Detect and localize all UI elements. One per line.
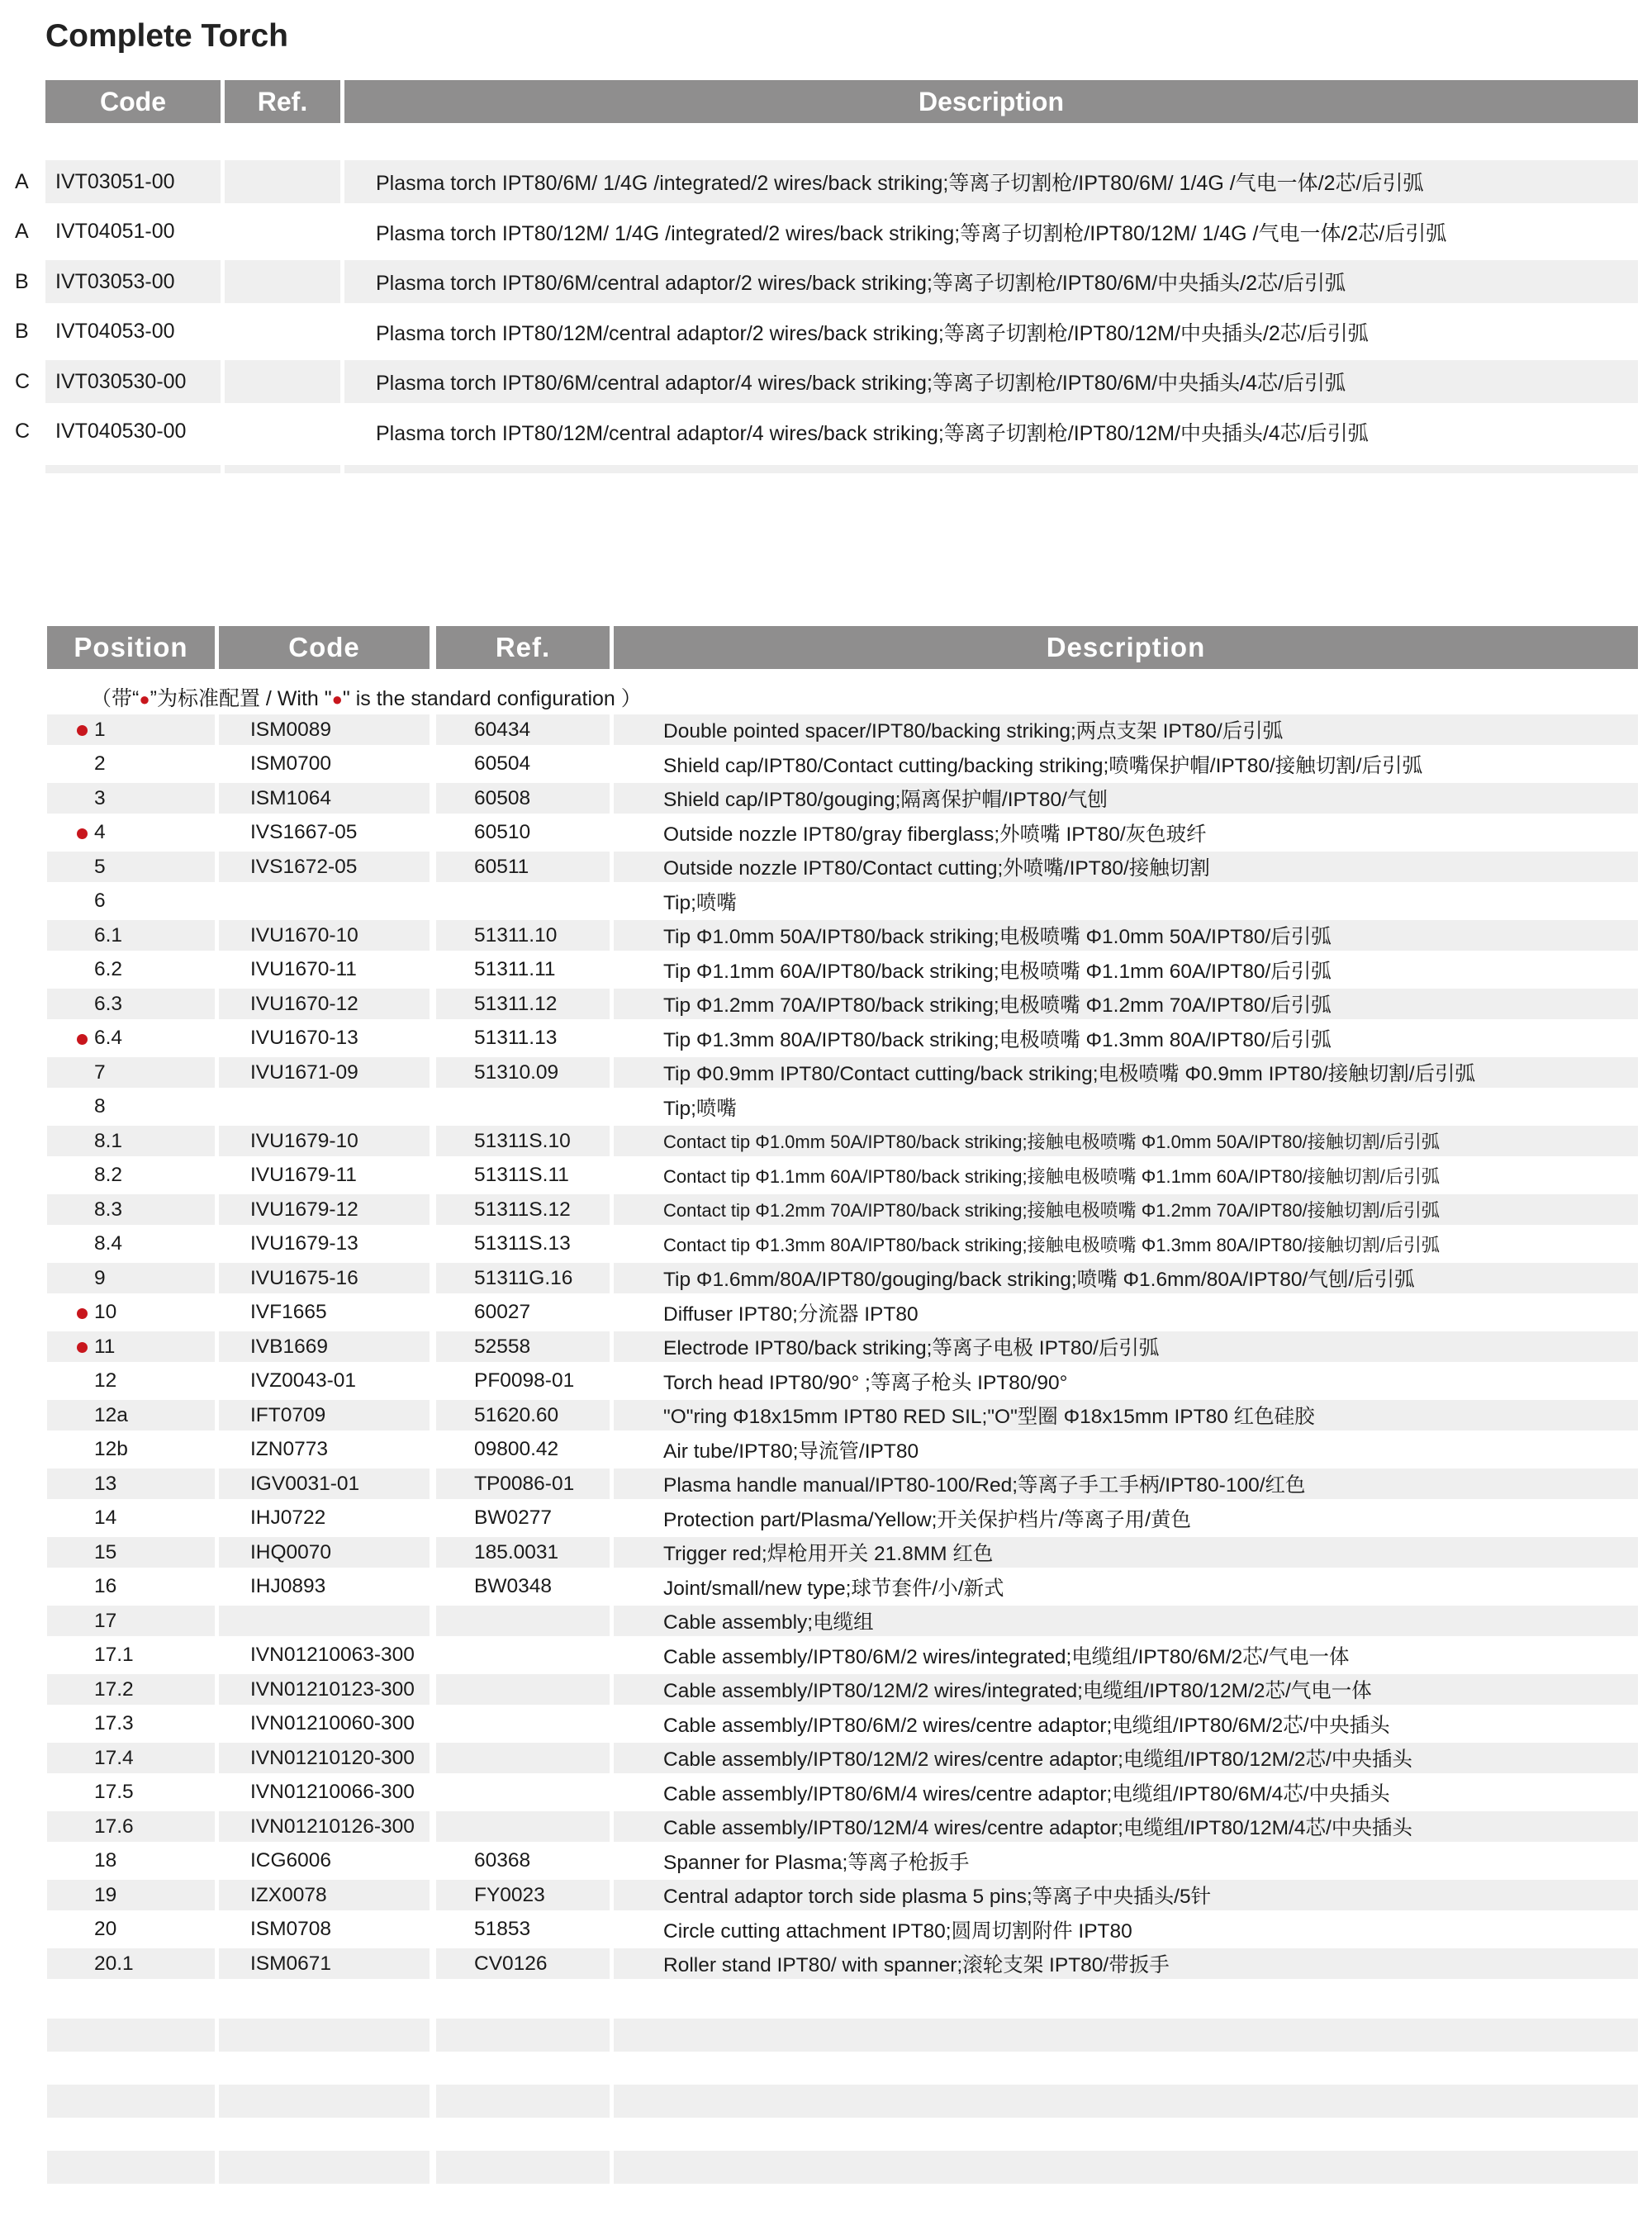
table-row: [0, 781, 1652, 816]
group-label: A: [15, 220, 29, 243]
description-cell: Plasma torch IPT80/12M/ 1/4G /integrated/2 wires/back striking;等离子切割枪/IPT80/12M/ 1/4G /气电一体/2芯/后引弧: [376, 221, 1447, 245]
ref-cell: 60434: [436, 714, 610, 745]
position-cell: [47, 1298, 215, 1328]
code-cell: IVT04051-00: [55, 220, 175, 243]
ref-cell: [436, 1606, 610, 1636]
table-row: [0, 816, 1652, 851]
empty-cell: [47, 2019, 215, 2052]
ref-cell: [225, 260, 340, 303]
position-cell: [47, 1126, 215, 1156]
position-label: 8.1: [94, 1129, 123, 1152]
description-cell: Shield cap/IPT80/Contact cutting/backing striking;喷嘴保护帽/IPT80/接触切割/后引弧: [663, 754, 1423, 777]
ref-cell: 51311S.11: [474, 1164, 569, 1186]
description-cell: Tip Φ1.2mm 70A/IPT80/back striking;电极喷嘴 Φ1.2mm 70A/IPT80/后引弧: [614, 989, 1638, 1019]
ref-cell: [436, 1640, 610, 1671]
position-label: 6.3: [94, 992, 123, 1015]
table-row: [0, 207, 1652, 258]
position-cell: [47, 1914, 215, 1945]
description-cell: Contact tip Φ1.0mm 50A/IPT80/back striking;接触电极喷嘴 Φ1.0mm 50A/IPT80/接触切割/后引弧: [614, 1126, 1638, 1156]
table-row: [0, 1261, 1652, 1296]
code-cell: IGV0031-01: [219, 1468, 430, 1499]
t1-tail-description: [344, 465, 1638, 473]
code-cell: IVU1670-12: [219, 989, 430, 1019]
ref-cell: 51311S.13: [474, 1232, 571, 1255]
position-cell: [47, 1572, 215, 1602]
standard-dot-icon: [77, 1342, 88, 1353]
position-label: 8.4: [94, 1232, 123, 1255]
position-label: 17: [94, 1609, 117, 1632]
code-cell: IVN01210063-300: [250, 1644, 415, 1666]
position-label: 6.2: [94, 958, 123, 980]
empty-cell: [436, 2151, 610, 2184]
position-cell: [47, 1331, 215, 1362]
position-cell: [47, 1743, 215, 1773]
table-row: [0, 1330, 1652, 1364]
ref-cell: PF0098-01: [474, 1369, 575, 1392]
description-cell: Tip;喷嘴: [663, 1097, 737, 1120]
position-label: 12a: [94, 1403, 128, 1426]
description-cell: Plasma torch IPT80/6M/central adaptor/2 wires/back striking;等离子切割枪/IPT80/6M/中央插头/2芯/后引弧: [344, 260, 1638, 303]
empty-cell: [219, 2085, 430, 2118]
description-cell: Tip Φ0.9mm IPT80/Contact cutting/back striking;电极喷嘴 Φ0.9mm IPT80/接触切割/后引弧: [614, 1057, 1638, 1088]
description-cell: "O"ring Φ18x15mm IPT80 RED SIL;"O"型圈 Φ18x15mm IPT80 红色硅胶: [614, 1400, 1638, 1431]
position-cell: [47, 989, 215, 1019]
table-row: [0, 1124, 1652, 1159]
ref-cell: CV0126: [436, 1948, 610, 1979]
description-cell: Central adaptor torch side plasma 5 pins;等离子中央插头/5针: [614, 1880, 1638, 1910]
description-cell: Diffuser IPT80;分流器 IPT80: [663, 1302, 919, 1326]
ref-cell: 60368: [474, 1849, 531, 1872]
table-row: [0, 1090, 1652, 1125]
table-row: [0, 953, 1652, 988]
ref-cell: 52558: [436, 1331, 610, 1362]
group-label: C: [15, 369, 31, 393]
standard-dot-icon: [77, 725, 88, 736]
description-cell: Roller stand IPT80/ with spanner;滚轮支架 IPT80/带扳手: [614, 1948, 1638, 1979]
description-cell: Outside nozzle IPT80/Contact cutting;外喷嘴/IPT80/接触切割: [614, 852, 1638, 882]
description-cell: Tip;喷嘴: [663, 891, 737, 914]
table-row: [0, 1913, 1652, 1948]
t2-header-ref: Ref.: [436, 626, 610, 669]
group-label: A: [15, 169, 29, 193]
ref-cell: 51311.11: [474, 958, 556, 980]
ref-cell: 60510: [474, 821, 531, 843]
description-cell: Torch head IPT80/90° ;等离子枪头 IPT80/90°: [663, 1371, 1068, 1394]
description-cell: Cable assembly/IPT80/12M/2 wires/integrated;电缆组/IPT80/12M/2芯/气电一体: [614, 1674, 1638, 1705]
position-label: 17.6: [94, 1815, 134, 1838]
table-row: [0, 850, 1652, 885]
position-label: 17.4: [94, 1746, 134, 1769]
ref-cell: 09800.42: [474, 1438, 559, 1460]
code-cell: IFT0709: [219, 1400, 430, 1431]
table-row: [0, 307, 1652, 358]
position-label: 8.3: [94, 1198, 123, 1221]
code-cell: IHJ0722: [250, 1506, 326, 1529]
ref-cell: [225, 410, 340, 453]
position-cell: [47, 1194, 215, 1225]
description-cell: Tip Φ1.3mm 80A/IPT80/back striking;电极喷嘴 Φ1.3mm 80A/IPT80/后引弧: [663, 1028, 1332, 1051]
code-cell: IZN0773: [250, 1438, 328, 1460]
position-cell: [47, 749, 215, 780]
table-row: [0, 713, 1652, 747]
code-cell: IVT040530-00: [55, 420, 187, 443]
position-cell: [47, 1606, 215, 1636]
code-cell: ISM0671: [219, 1948, 430, 1979]
description-cell: Contact tip Φ1.1mm 60A/IPT80/back striking;接触电极喷嘴 Φ1.1mm 60A/IPT80/接触切割/后引弧: [663, 1165, 1440, 1187]
table-row: [0, 1467, 1652, 1502]
table-row: [0, 1056, 1652, 1090]
position-label: 10: [94, 1301, 117, 1323]
position-label: 14: [94, 1506, 117, 1529]
position-label: 15: [94, 1540, 117, 1563]
red-dot-icon: ●: [139, 689, 150, 709]
description-cell: Plasma torch IPT80/12M/central adaptor/2 wires/back striking;等离子切割枪/IPT80/12M/中央插头/2芯/后引弧: [376, 321, 1369, 345]
table-row: [0, 157, 1652, 207]
code-cell: IVU1679-13: [250, 1232, 358, 1255]
table-row: [0, 407, 1652, 458]
ref-cell: 51311.12: [436, 989, 610, 1019]
table-row: [0, 1502, 1652, 1536]
position-label: 8.2: [94, 1164, 123, 1186]
ref-cell: [436, 1811, 610, 1842]
description-cell: Double pointed spacer/IPT80/backing striking;两点支架 IPT80/后引弧: [614, 714, 1638, 745]
position-cell: [47, 1400, 215, 1431]
position-label: 4: [94, 821, 106, 843]
code-cell: IVT04053-00: [55, 320, 175, 343]
code-cell: IVN01210126-300: [219, 1811, 430, 1842]
position-cell: [47, 955, 215, 985]
position-label: 16: [94, 1575, 117, 1597]
position-label: 9: [94, 1266, 106, 1289]
description-cell: Joint/small/new type;球节套件/小/新式: [663, 1577, 1004, 1600]
position-label: 1: [94, 718, 106, 741]
position-cell: [47, 1160, 215, 1191]
table-row: [0, 1878, 1652, 1913]
code-cell: IVB1669: [219, 1331, 430, 1362]
position-cell: [47, 1435, 215, 1465]
ref-cell: 51311G.16: [436, 1263, 610, 1293]
table-row: [0, 1672, 1652, 1707]
code-cell: IVT030530-00: [45, 360, 221, 403]
description-cell: Cable assembly/IPT80/6M/2 wires/integrated;电缆组/IPT80/6M/2芯/气电一体: [663, 1645, 1350, 1668]
code-cell: IVT03053-00: [45, 260, 221, 303]
t1-header-code: Code: [45, 80, 221, 123]
position-label: 20: [94, 1918, 117, 1940]
position-label: 6: [94, 890, 106, 912]
ref-cell: [225, 311, 340, 353]
table-row: [0, 1535, 1652, 1570]
code-cell: IHJ0893: [250, 1575, 326, 1597]
ref-cell: 60511: [436, 852, 610, 882]
position-label: 17.1: [94, 1644, 134, 1666]
code-cell: IVT03051-00: [45, 160, 221, 203]
t2-header-code: Code: [219, 626, 430, 669]
ref-cell: 185.0031: [436, 1537, 610, 1568]
position-cell: [47, 1468, 215, 1499]
table-row: [0, 1604, 1652, 1639]
position-cell: [47, 1503, 215, 1534]
table-row: [0, 987, 1652, 1022]
empty-cell: [47, 2151, 215, 2184]
ref-cell: [225, 211, 340, 254]
position-cell: [47, 1846, 215, 1877]
position-cell: [47, 1948, 215, 1979]
position-label: 12: [94, 1369, 117, 1392]
position-cell: [47, 1023, 215, 1054]
position-cell: [47, 886, 215, 917]
empty-cell: [614, 2019, 1638, 2052]
code-cell: IVU1671-09: [219, 1057, 430, 1088]
table-row: [0, 1810, 1652, 1844]
position-cell: [47, 818, 215, 848]
code-cell: IVZ0043-01: [250, 1369, 357, 1392]
description-cell: Electrode IPT80/back striking;等离子电极 IPT80/后引弧: [614, 1331, 1638, 1362]
code-cell: IVN01210066-300: [250, 1781, 415, 1803]
description-cell: Outside nozzle IPT80/gray fiberglass;外喷嘴 IPT80/灰色玻纤: [663, 823, 1207, 846]
position-cell: [47, 1674, 215, 1705]
ref-cell: 51311.10: [436, 920, 610, 951]
ref-cell: BW0277: [474, 1506, 552, 1529]
standard-dot-icon: [77, 1034, 88, 1045]
ref-cell: 60508: [436, 783, 610, 814]
empty-cell: [219, 2019, 430, 2052]
position-label: 20.1: [94, 1952, 134, 1975]
description-cell: Plasma torch IPT80/6M/ 1/4G /integrated/2 wires/back striking;等离子切割枪/IPT80/6M/ 1/4G /气电一体/2芯/后引弧: [344, 160, 1638, 203]
position-label: 6.1: [94, 923, 123, 947]
ref-cell: 60504: [474, 752, 531, 775]
description-cell: Spanner for Plasma;等离子枪扳手: [663, 1851, 970, 1874]
table-row: [0, 1776, 1652, 1810]
table-row: [0, 357, 1652, 407]
table-row: [0, 1227, 1652, 1262]
ref-cell: 60027: [474, 1301, 531, 1323]
position-cell: [47, 1092, 215, 1122]
t2-header-description: Description: [614, 626, 1638, 669]
ref-cell: [436, 886, 610, 917]
description-cell: Tip Φ1.1mm 60A/IPT80/back striking;电极喷嘴 Φ1.1mm 60A/IPT80/后引弧: [663, 960, 1332, 983]
position-label: 18: [94, 1849, 117, 1872]
empty-cell: [436, 2085, 610, 2118]
ref-cell: 51311S.12: [436, 1194, 610, 1225]
code-cell: ISM0708: [250, 1918, 332, 1940]
page-title: Complete Torch: [45, 18, 288, 54]
position-label: 5: [94, 855, 106, 878]
ref-cell: [436, 1743, 610, 1773]
description-cell: Air tube/IPT80;导流管/IPT80: [663, 1440, 919, 1463]
code-cell: ISM0700: [250, 752, 332, 775]
empty-cell: [47, 2085, 215, 2118]
ref-cell: 51310.09: [436, 1057, 610, 1088]
table-row: [0, 1639, 1652, 1673]
table-row: [0, 1364, 1652, 1399]
position-cell: [47, 1263, 215, 1293]
ref-cell: [225, 160, 340, 203]
table-row: [0, 1844, 1652, 1879]
position-label: 17.2: [94, 1677, 134, 1701]
code-cell: IVN01210060-300: [250, 1712, 415, 1734]
table-row: [0, 1433, 1652, 1468]
position-cell: [47, 1640, 215, 1671]
position-label: 17.3: [94, 1712, 134, 1734]
table-row: [0, 918, 1652, 953]
table-row: [0, 747, 1652, 782]
code-cell: IHQ0070: [219, 1537, 430, 1568]
position-cell: [47, 783, 215, 814]
position-label: 19: [94, 1883, 117, 1906]
table-row: [0, 257, 1652, 307]
code-cell: [219, 1092, 430, 1122]
description-cell: Plasma torch IPT80/12M/central adaptor/4 wires/back striking;等离子切割枪/IPT80/12M/中央插头/4芯/后引弧: [376, 421, 1369, 445]
description-cell: Cable assembly/IPT80/12M/4 wires/centre adaptor;电缆组/IPT80/12M/4芯/中央插头: [614, 1811, 1638, 1842]
position-cell: [47, 1709, 215, 1739]
position-label: 2: [94, 752, 106, 775]
position-label: 11: [94, 1335, 116, 1358]
code-cell: IVN01210120-300: [219, 1743, 430, 1773]
ref-cell: 51853: [474, 1918, 531, 1940]
standard-dot-icon: [77, 1308, 88, 1319]
code-cell: IVF1665: [250, 1301, 327, 1323]
description-cell: Shield cap/IPT80/gouging;隔离保护帽/IPT80/气刨: [614, 783, 1638, 814]
position-cell: [47, 1229, 215, 1260]
description-cell: Contact tip Φ1.2mm 70A/IPT80/back striking;接触电极喷嘴 Φ1.2mm 70A/IPT80/接触切割/后引弧: [614, 1194, 1638, 1225]
table-row: [0, 1707, 1652, 1742]
description-cell: Circle cutting attachment IPT80;圆周切割附件 IPT80: [663, 1919, 1132, 1943]
table-row: [0, 885, 1652, 919]
group-label: B: [15, 320, 29, 343]
description-cell: Tip Φ1.6mm/80A/IPT80/gouging/back striking;喷嘴 Φ1.6mm/80A/IPT80/气刨/后引弧: [614, 1263, 1638, 1293]
t1-tail-code: [45, 465, 221, 473]
table-row: [0, 1296, 1652, 1331]
position-label: 6.4: [94, 1027, 123, 1049]
ref-cell: [436, 1709, 610, 1739]
code-cell: IVU1679-10: [219, 1126, 430, 1156]
position-cell: [47, 1880, 215, 1910]
code-cell: [219, 1606, 430, 1636]
table-row: [0, 1022, 1652, 1056]
code-cell: IVU1670-13: [250, 1027, 358, 1049]
table-row: [0, 1947, 1652, 1981]
ref-cell: [436, 1674, 610, 1705]
position-cell: [47, 1537, 215, 1568]
t1-tail-ref: [225, 465, 340, 473]
description-cell: Contact tip Φ1.3mm 80A/IPT80/back striking;接触电极喷嘴 Φ1.3mm 80A/IPT80/接触切割/后引弧: [663, 1234, 1440, 1255]
standard-config-note: （带“●”为标准配置 / With "●" is the standard configuration ）: [91, 687, 642, 710]
position-label: 3: [94, 786, 106, 809]
position-cell: [47, 1777, 215, 1808]
position-label: 12b: [94, 1438, 128, 1460]
table-row: [0, 1193, 1652, 1227]
description-cell: Cable assembly/IPT80/6M/4 wires/centre adaptor;电缆组/IPT80/6M/4芯/中央插头: [663, 1782, 1390, 1805]
code-cell: IVU1675-16: [219, 1263, 430, 1293]
position-cell: [47, 1366, 215, 1397]
code-cell: ISM1064: [219, 783, 430, 814]
red-dot-icon: ●: [331, 689, 343, 709]
ref-cell: 51311.13: [474, 1027, 558, 1049]
empty-cell: [614, 2151, 1638, 2184]
position-cell: [47, 920, 215, 951]
code-cell: IVN01210123-300: [219, 1674, 430, 1705]
table-row: [0, 1398, 1652, 1433]
parts-table: [0, 713, 1652, 1981]
description-cell: Tip Φ1.0mm 50A/IPT80/back striking;电极喷嘴 Φ1.0mm 50A/IPT80/后引弧: [614, 920, 1638, 951]
t1-header-ref: Ref.: [225, 80, 340, 123]
group-label: B: [15, 269, 29, 293]
group-label: C: [15, 420, 31, 443]
ref-cell: BW0348: [474, 1575, 552, 1597]
t2-header-position: Position: [47, 626, 215, 669]
table-row: [0, 1570, 1652, 1605]
code-cell: IZX0078: [219, 1880, 430, 1910]
table-row: [0, 1741, 1652, 1776]
code-cell: IVU1679-11: [250, 1164, 357, 1186]
t1-header-description: Description: [344, 80, 1638, 123]
code-cell: [219, 886, 430, 917]
position-cell: [47, 714, 215, 745]
ref-cell: [225, 360, 340, 403]
ref-cell: 51620.60: [436, 1400, 610, 1431]
ref-cell: [436, 1777, 610, 1808]
position-label: 13: [94, 1472, 117, 1495]
position-cell: [47, 1811, 215, 1842]
ref-cell: TP0086-01: [436, 1468, 610, 1499]
description-cell: Plasma handle manual/IPT80-100/Red;等离子手工手柄/IPT80-100/红色: [614, 1468, 1638, 1499]
description-cell: Protection part/Plasma/Yellow;开关保护档片/等离子用/黄色: [663, 1508, 1191, 1531]
description-cell: Cable assembly/IPT80/6M/2 wires/centre adaptor;电缆组/IPT80/6M/2芯/中央插头: [663, 1714, 1390, 1737]
description-cell: Cable assembly;电缆组: [614, 1606, 1638, 1636]
code-cell: IVU1679-12: [219, 1194, 430, 1225]
code-cell: ISM0089: [219, 714, 430, 745]
empty-cell: [219, 2151, 430, 2184]
description-cell: Cable assembly/IPT80/12M/2 wires/centre adaptor;电缆组/IPT80/12M/2芯/中央插头: [614, 1743, 1638, 1773]
position-label: 17.5: [94, 1781, 134, 1803]
code-cell: IVS1672-05: [219, 852, 430, 882]
ref-cell: FY0023: [436, 1880, 610, 1910]
empty-cell: [436, 2019, 610, 2052]
description-cell: Trigger red;焊枪用开关 21.8MM 红色: [614, 1537, 1638, 1568]
position-cell: [47, 852, 215, 882]
complete-torch-table: [0, 157, 1652, 457]
empty-cell: [614, 2085, 1638, 2118]
code-cell: IVS1667-05: [250, 821, 358, 843]
position-label: 8: [94, 1095, 106, 1117]
position-cell: [47, 1057, 215, 1088]
code-cell: IVU1670-10: [219, 920, 430, 951]
position-label: 7: [94, 1060, 106, 1084]
table-row: [0, 1159, 1652, 1193]
standard-dot-icon: [77, 828, 88, 839]
ref-cell: 51311S.10: [436, 1126, 610, 1156]
code-cell: IVU1670-11: [250, 958, 357, 980]
code-cell: ICG6006: [250, 1849, 332, 1872]
description-cell: Plasma torch IPT80/6M/central adaptor/4 wires/back striking;等离子切割枪/IPT80/6M/中央插头/4芯/后引弧: [344, 360, 1638, 403]
ref-cell: [436, 1092, 610, 1122]
